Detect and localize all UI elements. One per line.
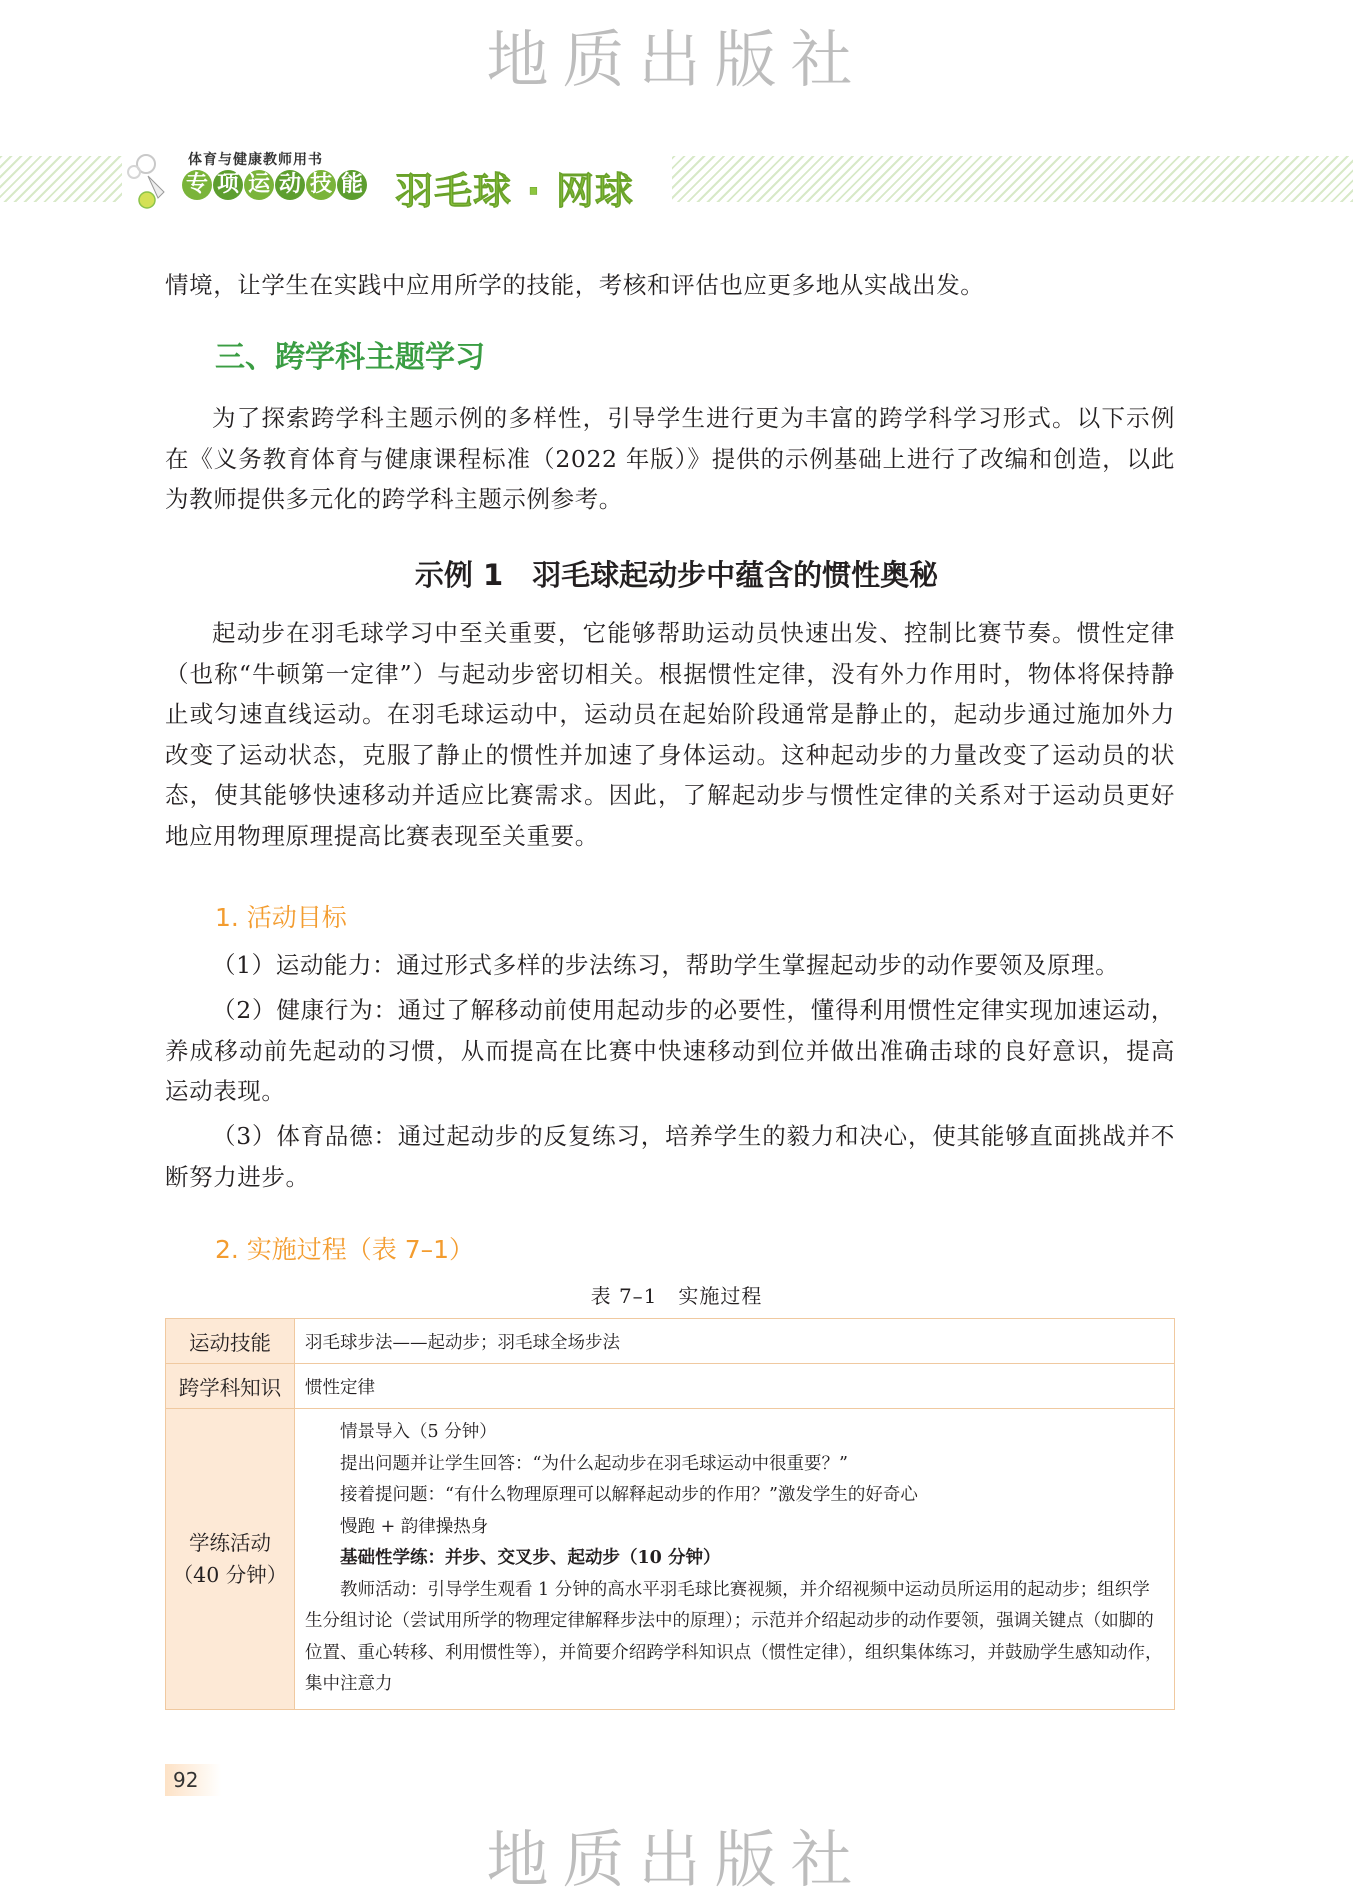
pill-char: 项 bbox=[213, 170, 243, 200]
intro-tail-paragraph: 情境，让学生在实践中应用所学的技能，考核和评估也应更多地从实战出发。 bbox=[165, 271, 985, 299]
pill-char: 运 bbox=[244, 170, 274, 200]
process-heading: 2. 实施过程（表 7–1） bbox=[215, 1235, 475, 1264]
activity-line: 慢跑 + 韵律操热身 bbox=[340, 1516, 489, 1537]
activity-label: 学练活动 bbox=[189, 1530, 271, 1555]
activity-line: 基础性学练：并步、交叉步、起动步（10 分钟） bbox=[340, 1548, 721, 1568]
activity-line: 提出问题并让学生回答：“为什么起动步在羽毛球运动中很重要？” bbox=[340, 1453, 848, 1474]
example-heading: 示例 1 羽毛球起动步中蕴含的惯性奥秘 bbox=[414, 558, 939, 592]
pill-char: 技 bbox=[306, 170, 336, 200]
pill-char: 专 bbox=[182, 170, 212, 200]
pill-char: 动 bbox=[275, 170, 305, 200]
section-heading: 三、跨学科主题学习 bbox=[215, 340, 485, 375]
pill-row bbox=[182, 170, 367, 200]
section-paragraph: 为了探索跨学科主题示例的多样性，引导学生进行更为丰富的跨学科学习形式。以下示例在《义务教育体育与健康课程标准（2022 年版）》提供的示例基础上进行了改编和创造，以此为教师提供多元化的跨学科主题示例参考。 bbox=[165, 404, 1175, 513]
activity-line: 情景导入（5 分钟） bbox=[340, 1422, 497, 1442]
table-label-cell bbox=[166, 1409, 295, 1710]
pill-char: 能 bbox=[337, 170, 367, 200]
activity-line: 教师活动：引导学生观看 1 分钟的高水平羽毛球比赛视频，并介绍视频中运动员所运用的起动步；组织学生分组讨论（尝试用所学的物理定律解释步法中的原理）；示范并介绍起动步的动作要领，强调关键点（如脚的位置、重心转移、利用惯性等），并简要介绍跨学科知识点（惯性定律），组织集体练习，并鼓励学生感知动作，集中注意力 bbox=[305, 1579, 1163, 1694]
badminton-shuttle-icon bbox=[124, 150, 184, 210]
table-caption: 表 7–1 实施过程 bbox=[590, 1284, 763, 1308]
table-row bbox=[166, 1364, 1175, 1409]
example-paragraph: 起动步在羽毛球学习中至关重要，它能够帮助运动员快速出发、控制比赛节奏。惯性定律（也称“牛顿第一定律”）与起动步密切相关。根据惯性定律，没有外力作用时，物体将保持静止或匀速直线运动。在羽毛球运动中，运动员在起始阶段通常是静止的，起动步通过施加外力改变了运动状态，克服了静止的惯性并加速了身体运动。这种起动步的力量改变了运动员的状态，使其能够快速移动并适应比赛需求。因此，了解起动步与惯性定律的关系对于运动员更好地应用物理原理提高比赛表现至关重要。 bbox=[165, 619, 1175, 850]
process-table bbox=[165, 1318, 1175, 1710]
page-number: 92 bbox=[165, 1764, 221, 1796]
table-value-cell: 羽毛球步法——起动步；羽毛球全场步法 bbox=[295, 1319, 1175, 1364]
table-value-cell bbox=[295, 1409, 1175, 1710]
activity-line: 接着提问题：“有什么物理原理可以解释起动步的作用？”激发学生的好奇心 bbox=[340, 1485, 918, 1505]
series-title: 体育与健康教师用书 bbox=[188, 152, 323, 168]
table-label-cell: 跨学科知识 bbox=[166, 1364, 295, 1409]
goals-heading: 1. 活动目标 bbox=[215, 903, 347, 932]
table-label-cell: 运动技能 bbox=[166, 1319, 295, 1364]
goal-item: （3）体育品德：通过起动步的反复练习，培养学生的毅力和决心，使其能够直面挑战并不断努力进步。 bbox=[165, 1122, 1175, 1191]
table-row bbox=[166, 1409, 1175, 1710]
goal-item: （2）健康行为：通过了解移动前使用起动步的必要性，懂得利用惯性定律实现加速运动，养成移动前先起动的习惯，从而提高在比赛中快速移动到位并做出准确击球的良好意识，提高运动表现。 bbox=[165, 996, 1175, 1105]
activity-duration: （40 分钟） bbox=[172, 1562, 288, 1587]
table-value-cell: 惯性定律 bbox=[295, 1364, 1175, 1409]
watermark-top: 地质出版社 bbox=[486, 23, 867, 96]
table-row bbox=[166, 1319, 1175, 1364]
goal-item: （1）运动能力：通过形式多样的步法练习，帮助学生掌握起动步的动作要领及原理。 bbox=[212, 951, 1120, 979]
book-title: 羽毛球 · 网球 bbox=[395, 169, 634, 213]
watermark-bottom: 地质出版社 bbox=[486, 1823, 867, 1896]
